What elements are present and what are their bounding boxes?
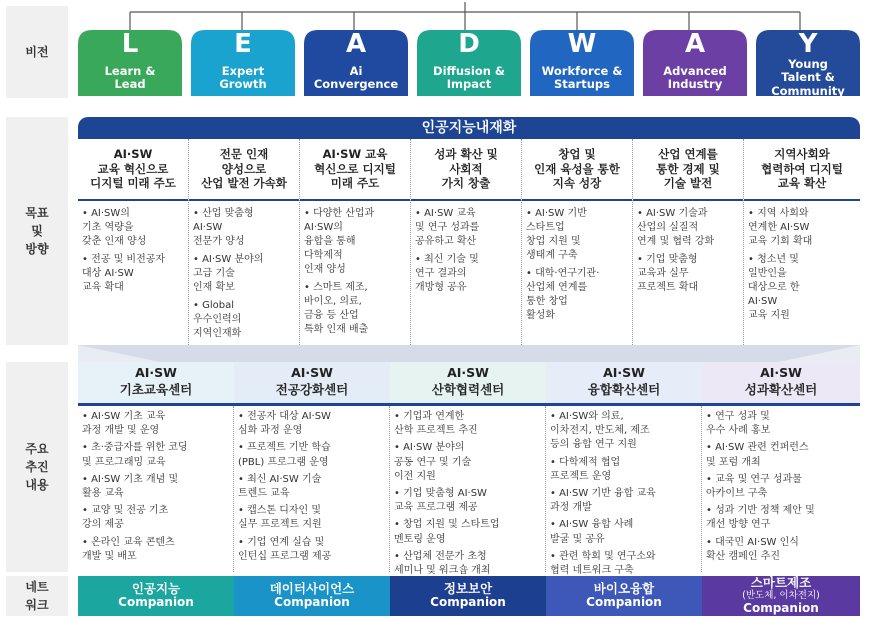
center-item: • 기업 연계 실습 및 인턴십 프로그램 제공 — [238, 536, 332, 562]
goal-item: • AI·SW 기반 스타트업 창업 지원 및 생태계 구축 — [526, 208, 587, 261]
goal-column — [522, 139, 633, 345]
center-item: • AI·SW와 의료, 이차전지, 반도체, 제조 등의 융합 연구 지원 — [550, 411, 650, 451]
network-name: 데이터사이언스 — [269, 580, 355, 596]
network-companion: Companion — [430, 595, 506, 610]
network-box-ai-companion — [78, 576, 234, 616]
vision-words: Expert Growth — [219, 63, 267, 91]
network-box-smart-manufacturing-companion — [702, 576, 860, 616]
vision-card-workforce-startups — [530, 30, 634, 96]
vision-card-diffusion-impact — [417, 30, 521, 96]
goal-item: • Global 우수인력의 지역인재화 — [193, 300, 242, 339]
vision-letter: Y — [798, 29, 818, 59]
center-item: • 기업과 연계한 산학 프로젝트 추진 — [394, 411, 478, 437]
funnel-separator — [78, 345, 860, 362]
network-box-data-science-companion — [234, 576, 390, 616]
goal-item: • 전공 및 비전공자 대상 AI·SW 교육 확대 — [82, 254, 166, 293]
goal-item: • 스마트 제조, 바이오, 의료, 금융 등 산업 특화 인재 배출 — [304, 282, 369, 335]
goal-item: • 대학·연구기관· 산업체 연계를 통한 창업 활성화 — [526, 268, 600, 321]
center-item: • AI·SW 기반 융합 교육 과정 개발 — [550, 487, 656, 514]
vision-card-young-talent-community — [756, 30, 860, 96]
center-item: • 초·중급자를 위한 코딩 및 프로그래밍 교육 — [82, 442, 188, 468]
center-item: • 산업체 전문가 초청 세미나 및 워크숍 개최 — [394, 550, 491, 576]
goal-column — [411, 139, 522, 345]
center-body — [78, 406, 234, 572]
vision-words: Ai Convergence — [313, 63, 399, 91]
goal-column — [78, 139, 189, 345]
goal-item: • 청소년 및 일반인을 대상으로 한 AI·SW 교육 지원 — [748, 254, 800, 321]
center-item: • AI·SW 관련 컨퍼런스 및 포럼 개최 — [706, 442, 809, 468]
center-item: • 창업 지원 및 스타트업 멘토링 운영 — [394, 519, 500, 545]
network-name: 스마트제조 — [750, 575, 812, 591]
center-header-major-enhancement: AI·SW 전공강화센터 — [234, 362, 390, 406]
vision-letter: E — [234, 29, 252, 59]
network-name: 정보보안 — [443, 580, 493, 596]
center-header-industry-cooperation: AI·SW 산학협력센터 — [390, 362, 546, 406]
goal-title: AI·SW 교육 혁신으로 디지털 미래 주도 — [78, 139, 188, 201]
center-body — [546, 406, 702, 576]
goal-body — [411, 201, 521, 295]
vision-card-advanced-industry — [643, 30, 747, 96]
goal-body — [300, 201, 410, 337]
goal-item: • 다양한 산업과 AI·SW의 융합을 통해 다학제적 인재 양성 — [304, 208, 375, 275]
vision-row — [78, 30, 860, 96]
goal-item: • AI·SW의 기초 역량을 갖춘 인재 양성 — [82, 208, 147, 247]
goal-body — [78, 201, 188, 295]
network-name: 인공지능 — [131, 580, 181, 596]
network-companion: Companion — [274, 595, 350, 610]
goal-body — [744, 201, 860, 323]
vision-letter: A — [345, 29, 367, 59]
vision-letter: L — [121, 29, 139, 59]
center-header-outcome-diffusion: AI·SW 성과확산센터 — [702, 362, 860, 406]
center-item: • 관련 학회 및 연구소와 협력 네트워크 구축 — [550, 550, 656, 576]
goal-item: • 기업 맞춤형 교육과 실무 프로젝트 확대 — [637, 254, 699, 293]
row-label-goals: 목표 및 방향 — [6, 117, 68, 345]
goal-column — [633, 139, 744, 345]
goal-title: AI·SW 교육 혁신으로 디지털 미래 주도 — [300, 139, 410, 201]
goal-item: • AI·SW 분야의 고급 기술 인재 확보 — [193, 254, 264, 293]
vision-letter: W — [567, 29, 597, 59]
center-body — [234, 406, 390, 572]
center-item: • AI·SW 융합 사례 발굴 및 공유 — [550, 519, 634, 545]
center-item: • 연구 성과 및 우수 사례 홍보 — [706, 411, 771, 437]
center-item: • 최신 AI·SW 기술 트렌드 교육 — [238, 473, 322, 499]
goal-body — [189, 201, 299, 341]
row-label-network: 네트 워크 — [6, 576, 68, 616]
goal-item: • AI·SW 교육 및 연구 성과를 공유하고 확산 — [415, 208, 480, 247]
goal-title: 지역사회와 협력하여 디지털 교육 확산 — [744, 139, 860, 201]
row-label-contents: 주요 추진 내용 — [6, 362, 68, 572]
vision-card-expert-growth — [191, 30, 295, 96]
goal-column — [300, 139, 411, 345]
network-name: 바이오융합 — [593, 580, 655, 596]
center-item: • 성과 기반 정책 제안 및 개선 방향 연구 — [706, 505, 815, 531]
vision-words: Advanced Industry — [663, 63, 727, 91]
center-item: • 교육 및 연구 성과물 아카이브 구축 — [706, 473, 802, 499]
goal-column — [744, 139, 860, 345]
network-companion: Companion — [586, 595, 662, 610]
vision-card-ai-convergence — [304, 30, 408, 96]
vision-words: Young Talent & Community — [771, 57, 845, 98]
network-companion: Companion — [743, 600, 819, 615]
center-item: • 캡스톤 디자인 및 실무 프로젝트 지원 — [238, 505, 322, 531]
vision-card-learn-lead — [78, 30, 182, 96]
network-box-bio-convergence-companion — [546, 576, 702, 616]
vision-words: Diffusion & Impact — [433, 63, 505, 91]
goal-body — [522, 201, 632, 323]
goal-title: 성과 확산 및 사회적 가치 창출 — [411, 139, 521, 201]
vision-letter: A — [684, 29, 706, 59]
center-body — [702, 406, 860, 572]
vision-words: Workforce & Startups — [541, 63, 623, 91]
center-item: • 온라인 교육 콘텐츠 개발 및 배포 — [82, 536, 175, 562]
goal-body — [633, 201, 743, 295]
goal-item: • 지역 사회와 연계한 AI·SW 교육 기회 확대 — [748, 208, 813, 247]
center-item: • 전공자 대상 AI·SW 심화 과정 운영 — [238, 411, 331, 437]
goal-column — [189, 139, 300, 345]
goal-item: • AI·SW 기술과 산업의 실질적 연계 및 협력 강화 — [637, 208, 715, 247]
center-item: • 교양 및 전공 기초 강의 제공 — [82, 505, 169, 531]
center-item: • 기업 맞춤형 AI·SW 교육 프로그램 제공 — [394, 487, 487, 514]
center-item: • 대국민 AI·SW 인식 확산 캠페인 추진 — [706, 536, 799, 562]
center-item: • 프로젝트 기반 학습 (PBL) 프로그램 운영 — [238, 442, 331, 468]
vision-letter: D — [458, 29, 480, 59]
goal-title: 창업 및 인재 육성을 통한 지속 성장 — [522, 139, 632, 201]
network-box-security-companion — [390, 576, 546, 616]
vision-connector-lines — [0, 0, 876, 32]
goal-item: • 산업 맞춤형 AI·SW 전문가 양성 — [193, 208, 254, 247]
center-header-convergence-diffusion: AI·SW 융합확산센터 — [546, 362, 702, 406]
goal-item: • 최신 기술 및 연구 결과의 개방형 공유 — [415, 254, 479, 293]
vision-words: Learn & Lead — [104, 63, 156, 91]
goal-title: 산업 연계를 통한 경제 및 기술 발전 — [633, 139, 743, 201]
network-sub: (반도체, 이차전지) — [742, 589, 820, 601]
center-item: • 다학제적 협업 프로젝트 운영 — [550, 456, 621, 482]
center-header-basic-education: AI·SW 기초교육센터 — [78, 362, 234, 406]
network-companion: Companion — [118, 595, 194, 610]
goals-header: 인공지능내재화 — [78, 117, 860, 139]
center-item: • AI·SW 분야의 공동 연구 및 기술 이전 지원 — [394, 442, 472, 482]
row-label-vision: 비전 — [6, 6, 68, 98]
center-item: • AI·SW 기초 교육 과정 개발 및 운영 — [82, 411, 166, 437]
center-body — [390, 406, 546, 576]
goal-title: 전문 인재 양성으로 산업 발전 가속화 — [189, 139, 299, 201]
center-item: • AI·SW 기초 개념 및 활용 교육 — [82, 473, 179, 499]
